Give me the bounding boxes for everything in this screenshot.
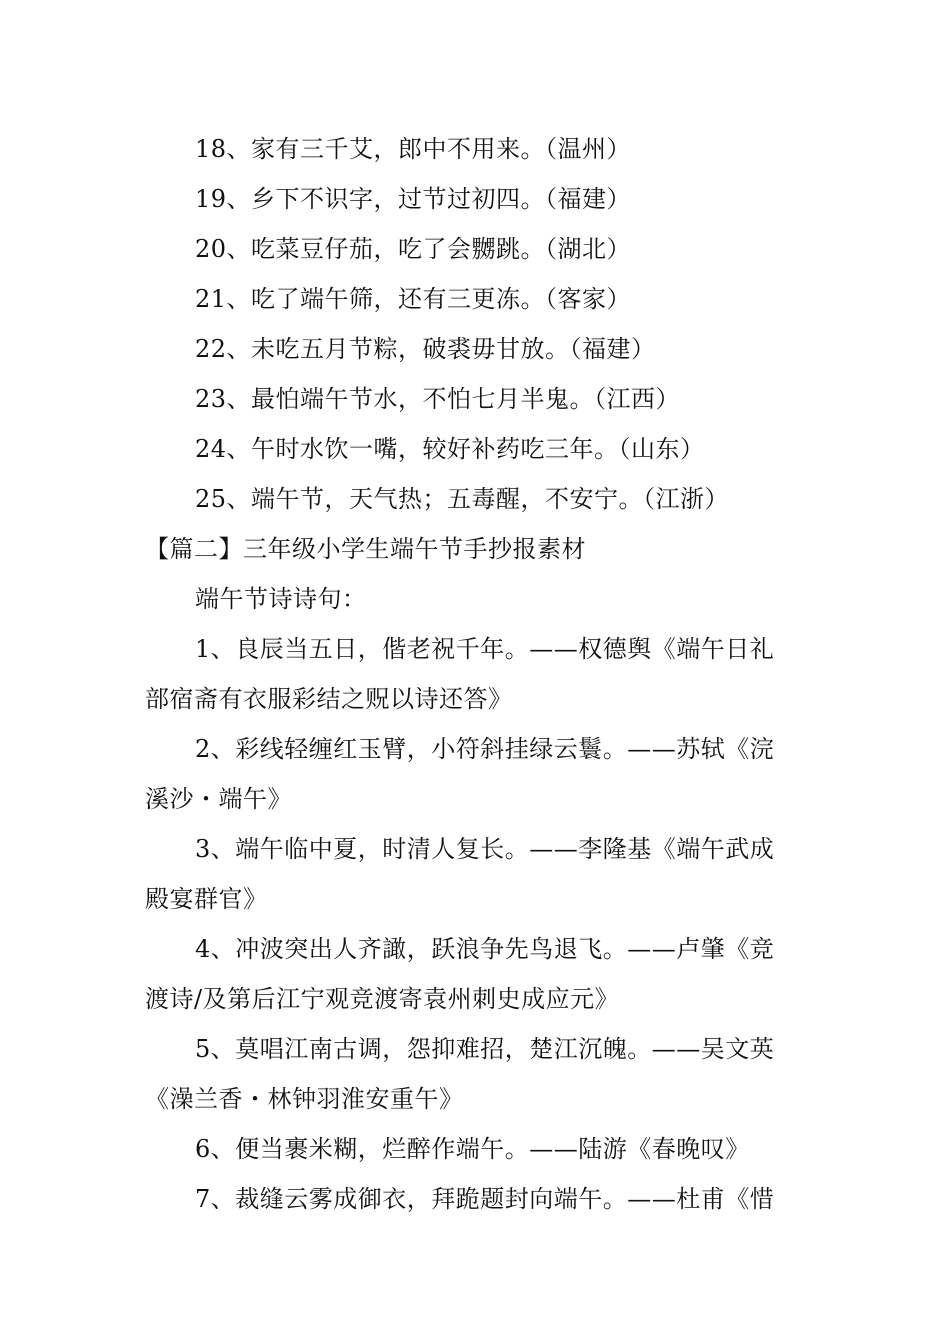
poem-line-1-continued: 部宿斋有衣服彩结之贶以诗还答》 xyxy=(145,685,513,713)
proverb-20: 20、吃菜豆仔茄，吃了会嬲跳。（湖北） xyxy=(195,235,632,263)
proverb-24: 24、午时水饮一嘴，较好补药吃三年。（山东） xyxy=(195,435,705,463)
proverb-22: 22、未吃五月节粽，破裘毋甘放。（福建） xyxy=(195,335,656,363)
poem-line-3: 3、端午临中夏，时清人复长。——李隆基《端午武成 xyxy=(195,835,775,863)
proverb-21: 21、吃了端午筛，还有三更冻。（客家） xyxy=(195,285,632,313)
proverb-25: 25、端午节，天气热；五毒醒，不安宁。（江浙） xyxy=(195,485,730,513)
proverb-19: 19、乡下不识字，过节过初四。（福建） xyxy=(195,185,632,213)
poem-line-2-continued: 溪沙・端午》 xyxy=(145,785,292,813)
poem-line-5: 5、莫唱江南古调，怨抑难招，楚江沉魄。——吴文英 xyxy=(195,1035,775,1063)
proverb-18: 18、家有三千艾，郎中不用来。（温州） xyxy=(195,135,632,163)
subheading: 端午节诗诗句： xyxy=(195,585,367,613)
section-heading: 【篇二】三年级小学生端午节手抄报素材 xyxy=(145,535,586,563)
poem-line-4-continued: 渡诗/及第后江宁观竞渡寄袁州刺史成应元》 xyxy=(145,985,620,1013)
poem-line-2: 2、彩线轻缠红玉臂，小符斜挂绿云鬟。——苏轼《浣 xyxy=(195,735,775,763)
poem-line-4: 4、冲波突出人齐譀，跃浪争先鸟退飞。——卢肇《竞 xyxy=(195,935,775,963)
poem-line-5-continued: 《澡兰香・林钟羽淮安重午》 xyxy=(145,1085,464,1113)
poem-line-6: 6、便当裹米糊，烂醉作端午。——陆游《春晚叹》 xyxy=(195,1135,750,1163)
proverb-23: 23、最怕端午节水，不怕七月半鬼。（江西） xyxy=(195,385,681,413)
poem-line-3-continued: 殿宴群官》 xyxy=(145,885,268,913)
poem-line-1: 1、良辰当五日，偕老祝千年。——权德舆《端午日礼 xyxy=(195,635,775,663)
poem-line-7: 7、裁缝云雾成御衣，拜跪题封向端午。——杜甫《惜 xyxy=(195,1185,775,1213)
